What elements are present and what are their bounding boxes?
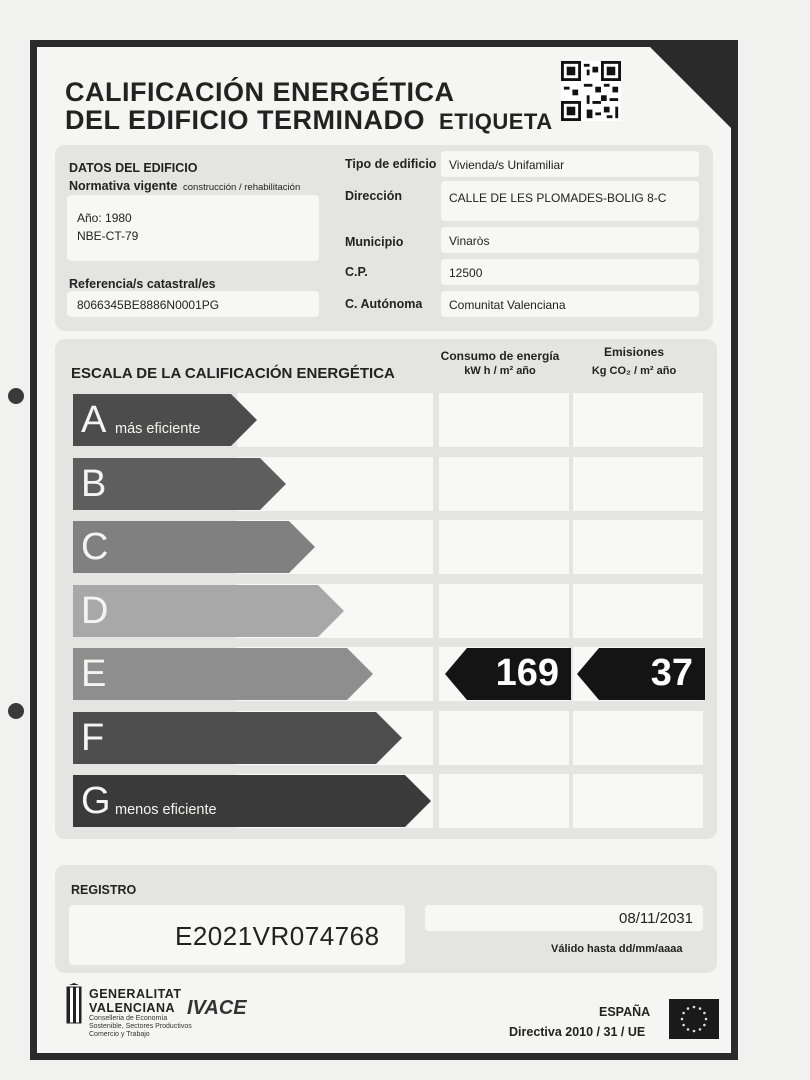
registro-label: REGISTRO <box>71 883 137 897</box>
eu-star <box>687 1028 690 1031</box>
ref-catastral-value: 8066345BE8886N0001PG <box>77 298 220 312</box>
emisiones-unit: Kg CO₂ / m² año <box>591 365 677 377</box>
direccion-label: Dirección <box>345 189 402 203</box>
consumo-header: Consumo de energía <box>440 349 560 363</box>
emisiones-cell <box>573 584 703 638</box>
consumo-rating-value-text: 169 <box>495 652 559 694</box>
consumo-cell <box>439 520 569 574</box>
direccion-box <box>441 181 699 221</box>
title-line-1: CALIFICACIÓN ENERGÉTICA <box>65 77 455 107</box>
gv-line2: VALENCIANA <box>89 1001 176 1015</box>
consumo-rating-value <box>445 648 571 700</box>
corner-decoration <box>643 40 738 135</box>
class-letter: E <box>81 653 107 695</box>
eu-star <box>703 1024 706 1027</box>
eu-star <box>687 1007 690 1010</box>
emisiones-rating-value <box>577 648 705 700</box>
class-arrow-c <box>73 521 315 573</box>
year-value: Año: 1980 <box>77 211 132 225</box>
title-line-2 <box>65 105 553 136</box>
registro-code: E2021VR074768 <box>175 921 380 951</box>
class-letter: G <box>81 780 111 822</box>
tipo-edificio-box <box>441 151 699 177</box>
country-label: ESPAÑA <box>599 1005 651 1019</box>
scale-bar-track <box>237 393 433 447</box>
consumo-cell <box>439 584 569 638</box>
consumo-cell <box>439 774 569 828</box>
autonoma-box <box>441 291 699 317</box>
class-subtitle: más eficiente <box>115 421 201 437</box>
autonoma-label: C. Autónoma <box>345 297 423 311</box>
class-arrow-e <box>73 648 373 700</box>
municipio-value: Vinaròs <box>449 234 490 248</box>
norma-value: NBE-CT-79 <box>77 229 139 243</box>
gv-sub3: Comercio y Trabajo <box>89 1031 150 1038</box>
tipo-edificio-value: Vivienda/s Unifamiliar <box>449 158 565 172</box>
emisiones-cell <box>573 457 703 511</box>
punch-hole <box>8 388 24 404</box>
title-line-2-text: DEL EDIFICIO TERMINADO <box>65 105 426 135</box>
autonoma-value: Comunitat Valenciana <box>449 298 566 312</box>
emisiones-rating-value-text: 37 <box>650 652 693 694</box>
scale-title: ESCALA DE LA CALIFICACIÓN ENERGÉTICA <box>71 365 395 382</box>
eu-star <box>703 1012 706 1015</box>
class-letter: B <box>81 463 107 505</box>
energy-label-frame <box>30 40 738 1060</box>
eu-star <box>699 1007 702 1010</box>
class-arrow-d <box>73 585 344 637</box>
building-data-panel <box>55 145 713 331</box>
class-arrow-g <box>73 775 431 827</box>
eu-star <box>682 1012 685 1015</box>
emisiones-cell <box>573 520 703 574</box>
municipio-label: Municipio <box>345 235 404 249</box>
ref-catastral-label: Referencia/s catastral/es <box>69 277 216 291</box>
consumo-cell <box>439 393 569 447</box>
eu-star <box>693 1006 696 1009</box>
class-letter: D <box>81 590 109 632</box>
gv-sub1: Conselleria de Economía <box>89 1015 168 1022</box>
ref-catastral-box <box>67 291 319 317</box>
emisiones-cell <box>573 774 703 828</box>
class-arrow-a <box>73 394 257 446</box>
eu-star <box>693 1030 696 1033</box>
eu-star <box>705 1018 708 1021</box>
cp-value: 12500 <box>449 266 483 280</box>
consumo-cell <box>439 711 569 765</box>
emisiones-cell <box>573 393 703 447</box>
cp-label: C.P. <box>345 265 368 279</box>
qr-code-icon <box>561 61 621 121</box>
emisiones-cell <box>573 711 703 765</box>
directive-label: Directiva 2010 / 31 / UE <box>509 1025 646 1039</box>
class-arrow-f <box>73 712 402 764</box>
eu-star <box>682 1024 685 1027</box>
class-letter: C <box>81 526 109 568</box>
direccion-value: CALLE DE LES PLOMADES-BOLIG 8-C <box>449 191 667 205</box>
gv-sub2: Sostenible, Sectores Productivos <box>89 1023 192 1030</box>
building-section-title: DATOS DEL EDIFICIO <box>69 161 198 175</box>
registro-code-box <box>69 905 405 965</box>
class-letter: F <box>81 717 105 759</box>
consumo-unit: kW h / m² año <box>464 365 536 377</box>
ivace-logo: IVACE <box>187 997 247 1019</box>
gv-line1: GENERALITAT <box>89 987 182 1001</box>
registro-panel <box>55 865 717 973</box>
etiqueta-label: ETIQUETA <box>439 109 553 134</box>
class-letter: A <box>81 399 107 441</box>
punch-hole <box>8 703 24 719</box>
validity-date: 08/11/2031 <box>619 910 693 927</box>
consumo-cell <box>439 457 569 511</box>
tipo-edificio-label: Tipo de edificio <box>345 157 437 171</box>
eu-star <box>681 1018 684 1021</box>
validity-label: Válido hasta dd/mm/aaaa <box>551 943 683 955</box>
generalitat-shield-icon <box>65 983 83 1027</box>
normativa-label: Normativa vigente <box>69 179 178 193</box>
cp-box <box>441 259 699 285</box>
validity-date-box <box>425 905 703 931</box>
emisiones-header: Emisiones <box>603 345 665 359</box>
municipio-box <box>441 227 699 253</box>
normativa-note: construcción / rehabilitación <box>183 182 301 193</box>
eu-star <box>699 1028 702 1031</box>
normativa-box <box>67 195 319 261</box>
eu-flag-icon <box>669 999 719 1039</box>
class-subtitle: menos eficiente <box>115 802 217 818</box>
class-arrow-b <box>73 458 286 510</box>
